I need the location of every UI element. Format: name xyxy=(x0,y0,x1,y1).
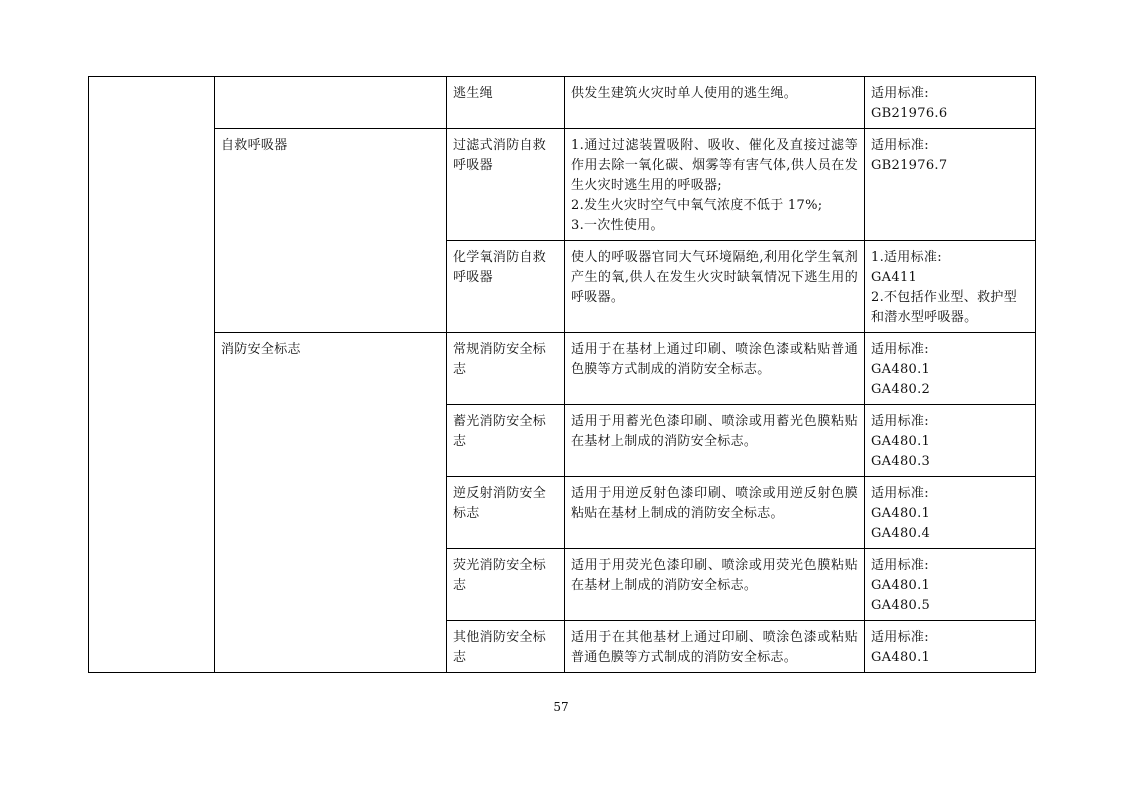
description-cell: 适用于在其他基材上通过印刷、喷涂色漆或粘贴普通色膜等方式制成的消防安全标志。 xyxy=(565,621,865,673)
notes-cell: 适用标准: GA480.1 GA480.5 xyxy=(865,549,1036,621)
notes-cell: 1.适用标准: GA411 2.不包括作业型、救护型和潜水型呼吸器。 xyxy=(865,241,1036,333)
category-cell xyxy=(215,77,447,129)
product-name-cell: 其他消防安全标志 xyxy=(447,621,565,673)
notes-cell: 适用标准: GB21976.7 xyxy=(865,129,1036,241)
notes-cell: 适用标准: GA480.1 GA480.4 xyxy=(865,477,1036,549)
product-name-cell: 荧光消防安全标志 xyxy=(447,549,565,621)
product-name-cell: 蓄光消防安全标志 xyxy=(447,405,565,477)
notes-cell: 适用标准: GB21976.6 xyxy=(865,77,1036,129)
product-name-cell: 化学氧消防自救呼吸器 xyxy=(447,241,565,333)
table-row xyxy=(89,333,1036,405)
description-cell: 适用于用荧光色漆印刷、喷涂或用荧光色膜粘贴在基材上制成的消防安全标志。 xyxy=(565,549,865,621)
category-cell: 自救呼吸器 xyxy=(215,129,447,333)
description-cell: 适用于用逆反射色漆印刷、喷涂或用逆反射色膜粘贴在基材上制成的消防安全标志。 xyxy=(565,477,865,549)
notes-cell: 适用标准: GA480.1 GA480.2 xyxy=(865,333,1036,405)
description-cell: 供发生建筑火灾时单人使用的逃生绳。 xyxy=(565,77,865,129)
product-name-cell: 常规消防安全标志 xyxy=(447,333,565,405)
table-row xyxy=(89,77,1036,129)
description-cell: 使人的呼吸器官同大气环境隔绝,利用化学生氧剂产生的氧,供人在发生火灾时缺氧情况下逃生用的呼吸器。 xyxy=(565,241,865,333)
description-cell: 适用于用蓄光色漆印刷、喷涂或用蓄光色膜粘贴在基材上制成的消防安全标志。 xyxy=(565,405,865,477)
notes-cell: 适用标准: GA480.1 GA480.3 xyxy=(865,405,1036,477)
product-table xyxy=(88,76,1036,673)
table-row xyxy=(89,129,1036,241)
blank-first-column-cell xyxy=(89,77,215,673)
product-name-cell: 逆反射消防安全标志 xyxy=(447,477,565,549)
product-name-cell: 过滤式消防自救呼吸器 xyxy=(447,129,565,241)
notes-cell: 适用标准: GA480.1 xyxy=(865,621,1036,673)
description-cell: 适用于在基材上通过印刷、喷涂色漆或粘贴普通色膜等方式制成的消防安全标志。 xyxy=(565,333,865,405)
page-number: 57 xyxy=(553,700,569,714)
category-cell: 消防安全标志 xyxy=(215,333,447,673)
description-cell: 1.通过过滤装置吸附、吸收、催化及直接过滤等作用去除一氧化碳、烟雾等有害气体,供人员在发生火灾时逃生用的呼吸器; 2.发生火灾时空气中氧气浓度不低于 17%; 3.一次性使用。 xyxy=(565,129,865,241)
product-name-cell: 逃生绳 xyxy=(447,77,565,129)
